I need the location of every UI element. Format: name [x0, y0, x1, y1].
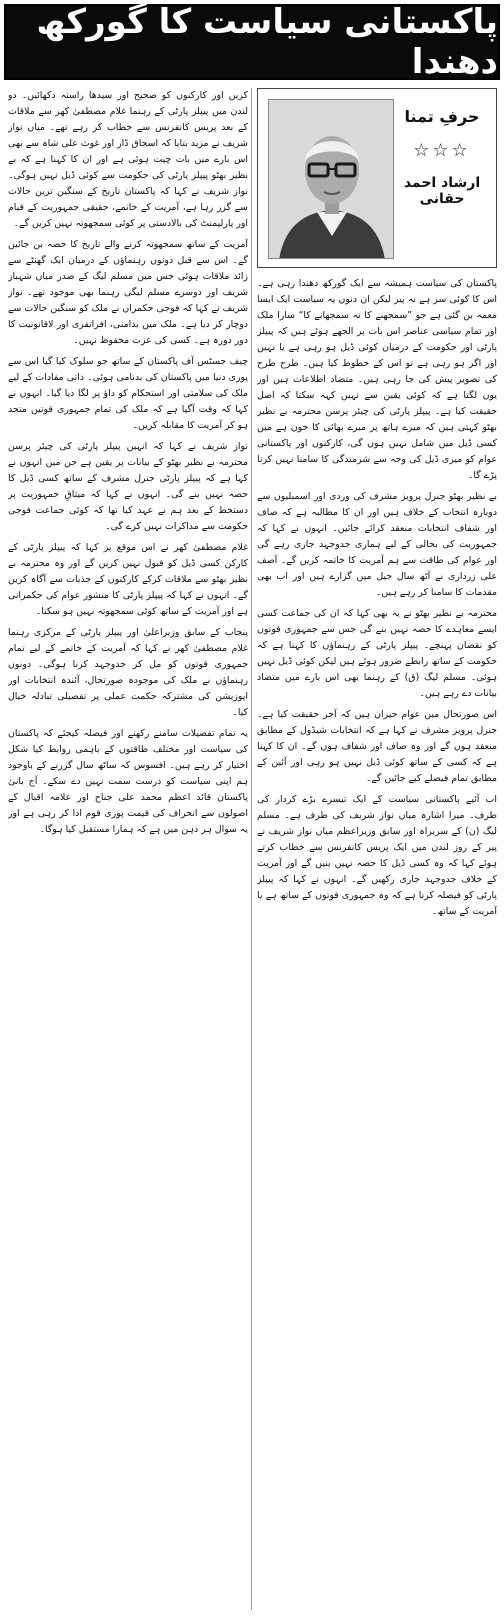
right-column: [257, 276, 497, 1612]
author-portrait-image: [269, 100, 394, 259]
headline-title: پاکستانی سیاست کا گورکھ دھندا: [36, 2, 498, 82]
column-divider: [251, 88, 252, 1610]
paragraph: بے نظیر بھٹو جنرل پرویز مشرف کی وردی اور اسمبلیوں سے دوبارہ انتخاب کے خلاف ہیں اور ان کا مطالبہ ہے کہ صاف اور شفاف انتخابات منعقد کرائے جائیں۔ انہوں نے کہا کہ جمہوریت کی بحالی کے لیے ہماری جدوجہد جاری رہے گی اور عوام کی طاقت سے ہم آمریت کا خاتمہ کریں گے۔ آصف علی زرداری نے آٹھ سال جیل میں گزارے ہیں اور اب بھی مقدمات کا سامنا کر رہے ہیں۔: [257, 491, 497, 598]
byline-text: [396, 107, 488, 207]
paragraph: یہ تمام تفصیلات سامنے رکھنے اور فیصلہ کیجئے کہ پاکستان کی سیاست اور مختلف طاقتوں کے باہمی روابط کیا شکل اختیار کر رہے ہیں۔ افسوس کہ ساٹھ سال گزرنے کے باوجود ہم اپنی سیاست کو درست سمت نہیں دے سکے۔ آج بانیٔ پاکستان قائد اعظم محمد علی جناح اور علامہ اقبال کے اصولوں سے انحراف کی قیمت پوری قوم ادا کر رہی ہے اور یہ سوال ہر ذہن میں ہے کہ ہمارا مستقبل کیا ہوگا۔: [8, 728, 248, 835]
column-name: حرفِ تمنا: [404, 107, 480, 126]
author-name: ارشاد احمد حقانی: [403, 175, 481, 207]
paragraph: پنجاب کے سابق وزیراعلیٰ اور پیپلز پارٹی کے مرکزی رہنما غلام مصطفیٰ کھر نے کہا کہ آمریت کے خاتمے کے لیے تمام جمہوری قوتوں کو مل کر جدوجہد کرنا ہوگی۔ دونوں رہنماؤں نے ملک کی موجودہ صورتحال، آئندہ انتخابات اور اپوزیشن کی مشترکہ حکمت عملی پر تفصیلی تبادلہ خیال کیا۔: [8, 627, 248, 718]
paragraph: آمریت کے ساتھ سمجھوتہ کرنے والے تاریخ کا حصہ بن جائیں گے۔ اس سے قبل دونوں رہنماؤں کے درمیان ایک گھنٹے سے زائد ملاقات ہوئی جس میں مسلم لیگ کے صدر میاں شہباز شریف اور دوسرے مسلم لیگی رہنما بھی موجود تھے۔ نواز شریف نے کہا کہ فوجی حکمراں نے ملک کو سنگین حالات سے دوچار کر دیا ہے۔ ملک میں بدامنی، افراتفری اور لاقانونیت کا دور دورہ ہے۔ کسی کی عزت محفوظ نہیں۔: [8, 239, 248, 346]
paragraph: محترمہ بے نظیر بھٹو نے یہ بھی کہا کہ ان کی جماعت کسی ایسے معاہدے کا حصہ نہیں بنے گی جس سے جمہوری قوتوں کو نقصان پہنچے۔ پیپلز پارٹی کے رہنماؤں کا کہنا ہے کہ حکومت کے ساتھ رابطے ضرور ہوئے ہیں لیکن کوئی ڈیل نہیں ہوئی۔ مسلم لیگ (ق) کے رہنما بھی اس بارے میں متضاد بیانات دے رہے ہیں۔: [257, 608, 497, 699]
rating-stars-icon: ☆☆☆: [413, 140, 471, 161]
left-column: [8, 88, 248, 1612]
paragraph: نواز شریف نے کہا کہ انہیں پیپلز پارٹی کی چیئر پرسن محترمہ بے نظیر بھٹو کے بیانات پر یقین ہے جن میں انہوں نے کہا ہے کہ پیپلز پارٹی جنرل مشرف کے ساتھ کسی ڈیل کا حصہ نہیں بنے گی۔ انہوں نے کہا کہ میثاقِ جمہوریت پر دستخط کے بعد ہم نے عہد کیا تھا کہ کوئی جماعت فوجی حکومت سے مذاکرات نہیں کرے گی۔: [8, 441, 248, 532]
author-photo: [268, 99, 394, 259]
paragraph: غلام مصطفیٰ کھر نے اس موقع پر کہا کہ پیپلز پارٹی کے کارکن کسی ڈیل کو قبول نہیں کریں گے اور وہ محترمہ بے نظیر بھٹو سے ملاقات کرکے کارکنوں کے جذبات سے آگاہ کریں گے۔ انہوں نے کہا کہ پیپلز پارٹی کا منشور عوام کی حکمرانی ہے اور آمریت کے ساتھ کوئی سمجھوتہ نہیں ہو سکتا۔: [8, 542, 248, 617]
paragraph: اب آئیے پاکستانی سیاست کے ایک تیسرے بڑے کردار کی طرف۔ میرا اشارہ میاں نواز شریف کی طرف ہے۔ مسلم لیگ (ن) کے سربراہ اور سابق وزیراعظم میاں نواز شریف نے پیر کے روز لندن میں ایک پریس کانفرنس سے خطاب کرتے ہوئے کہا کہ وہ کسی ڈیل کا حصہ نہیں بنیں گے اور آمریت کے خلاف جدوجہد جاری رکھیں گے۔ انہوں نے کہا کہ پیپلز پارٹی کو فیصلہ کرنا ہے کہ وہ جمہوری قوتوں کے ساتھ ہے یا آمریت کے ساتھ۔: [257, 794, 497, 917]
paragraph: پاکستان کی سیاست ہمیشہ سے ایک گورکھ دھندا رہی ہے۔ اس کا کوئی سر ہے نہ پیر لیکن ان دنوں یہ سیاست ایک ایسا معمہ بن گئی ہے جو ”سمجھنے کا نہ سمجھانے کا“ سارا ملک اور تمام سیاسی عناصر اس بات پر الجھے ہوئے ہیں کہ پیپلز پارٹی اور حکومت کے درمیان کوئی ڈیل ہو رہی ہے یا نہیں اور اگر ہو رہی ہے تو اس کے خطوط کیا ہیں۔ طرح طرح کی تصویر پیش کی جا رہی ہیں۔ متضاد اطلاعات ہیں اور یوں لگتا ہے کہ کوئی یقین سے نہیں کہہ سکتا کہ اصل حقیقت کیا ہے۔ پیپلز پارٹی کی چیئر پرسن محترمہ بے نظیر بھٹو کہتی ہیں کہ میرے ہاتھ پر میرے بھائی کا خون ہے میں کسی ڈیل میں شامل نہیں ہوں گی، کارکنوں اور پاکستانی عوام کو میری ڈیل کی وجہ سے شرمندگی کا سامنا نہیں کرنا پڑے گا۔: [257, 278, 497, 481]
headline-banner: [4, 4, 500, 80]
paragraph: چیف جسٹس آف پاکستان کے ساتھ جو سلوک کیا گیا اس سے پوری دنیا میں پاکستان کی بدنامی ہوئی۔ ذاتی مفادات کے لیے ملک کی سلامتی اور استحکام کو داؤ پر لگا دیا گیا۔ انہوں نے کہا کہ وقت آگیا ہے کہ ملک کی تمام جمہوری قوتیں متحد ہو کر آمریت کا مقابلہ کریں۔: [8, 356, 248, 431]
paragraph: اس صورتحال میں عوام حیران ہیں کہ آخر حقیقت کیا ہے۔ جنرل پرویز مشرف نے کہا ہے کہ انتخابات شیڈول کے مطابق منعقد ہوں گے اور وہ صاف اور شفاف ہوں گے۔ ان کا کہنا ہے کہ کسی کے ساتھ کوئی ڈیل نہیں ہو رہی اور آئین کے مطابق تمام فیصلے کیے جائیں گے۔: [257, 709, 497, 784]
paragraph: کریں اور کارکنوں کو صحیح اور سیدھا راستہ دکھائیں۔ دو لندن میں پیپلز پارٹی کے رہنما غلام مصطفیٰ کھر سے ملاقات کے بعد پریس کانفرنس سے خطاب کر رہے تھے۔ میاں نواز شریف نے مزید بتایا کہ اسحاق ڈار اور غوث علی شاہ سے بھی اس بارے میں بات چیت ہوئی ہے اور ان کا کہنا ہے کہ بے نظیر بھٹو پیپلز پارٹی کی حکومت سے کوئی ڈیل نہیں ہوگی۔ نواز شریف نے کہا کہ پاکستان تاریخ کے سنگین ترین حالات سے گزر رہا ہے، آمریت کے خاتمے، حقیقی جمہوریت کے قیام اور پارلیمنٹ کی بالادستی پر کوئی سمجھوتہ نہیں کریں گے۔: [8, 90, 248, 229]
byline-box: [257, 88, 497, 268]
